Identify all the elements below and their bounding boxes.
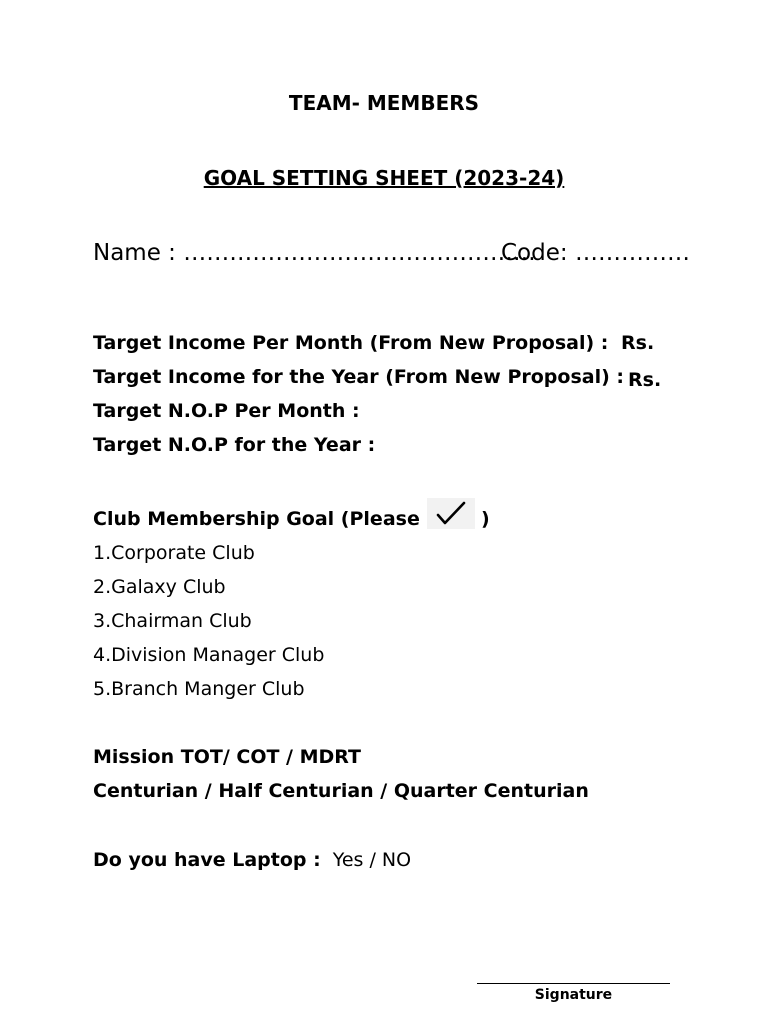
code-field: Code: …………… <box>501 240 690 266</box>
checkmark-box <box>427 498 475 529</box>
target-income-year: Target Income for the Year (From New Proposal) : <box>93 366 624 388</box>
target-income-month: Target Income Per Month (From New Proposal) : <box>93 332 609 354</box>
club-item-corporate: 1.Corporate Club <box>93 542 255 564</box>
checkmark-icon <box>427 498 475 529</box>
laptop-line <box>93 849 411 871</box>
laptop-question: Do you have Laptop : <box>93 849 321 871</box>
club-item-chairman: 3.Chairman Club <box>93 610 252 632</box>
team-members-heading: TEAM- MEMBERS <box>288 91 480 115</box>
sheet-title: GOAL SETTING SHEET (2023-24) <box>203 166 565 190</box>
club-membership-heading: Club Membership Goal (Please <box>93 508 420 530</box>
centurian-line: Centurian / Half Centurian / Quarter Centurian <box>93 780 589 802</box>
currency-month: Rs. <box>621 332 655 354</box>
target-nop-month: Target N.O.P Per Month : <box>93 400 360 422</box>
signature-line <box>477 983 670 984</box>
club-item-galaxy: 2.Galaxy Club <box>93 576 226 598</box>
club-item-division-manager: 4.Division Manager Club <box>93 644 325 666</box>
laptop-options: Yes / NO <box>332 849 412 871</box>
currency-year: Rs. <box>628 369 662 391</box>
club-heading-close: ) <box>481 508 490 530</box>
club-item-branch-manager: 5.Branch Manger Club <box>93 678 305 700</box>
mission-line: Mission TOT/ COT / MDRT <box>93 746 362 768</box>
target-nop-year: Target N.O.P for the Year : <box>93 434 376 456</box>
name-field: Name : ………………………………………. <box>93 240 536 266</box>
signature-label: Signature <box>534 987 613 1003</box>
